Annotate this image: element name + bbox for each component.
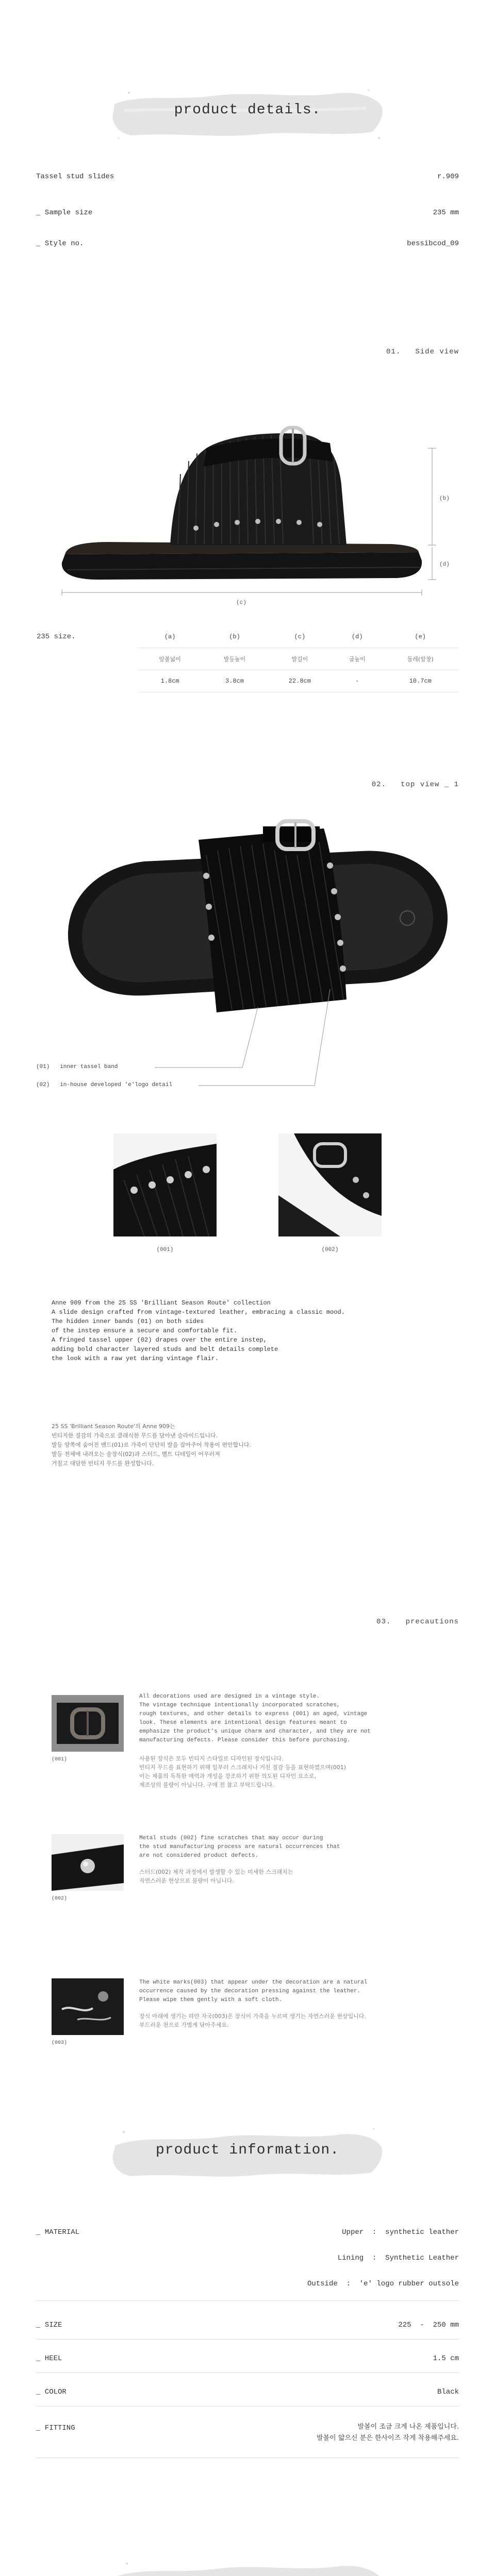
size-value-d: -	[333, 670, 382, 692]
size-value-c: 22.8cm	[267, 670, 333, 692]
size-label: _ SIZE	[36, 2321, 62, 2329]
precaution-text-ko-2: 스터드(002) 제작 과정에서 발생할 수 있는 미세한 스크래치는 자연스러운 현상으로 불량이 아닙니다.	[139, 1869, 293, 1884]
material-upper: Upper : synthetic leather	[342, 2228, 459, 2236]
precaution-text-ko-3: 장식 아래에 생기는 하얀 자국(003)은 장식이 가죽을 누르며 생기는 자연스러운 현상입니다. 부드러운 천으로 가볍게 닦아주세요.	[139, 2013, 366, 2028]
precaution-text-ko-1: 사용된 장식은 모두 빈티지 스타일로 디자인된 장식입니다. 빈티지 무드를 표현하기 위해 일부러 스크래치나 거친 질감 등을 표현하였으며(001) 이는 제품의 독특한 매력과 개성을 강조하기 위한 의도된 디자인 요소로, 제조상의 불량이 아닙니다. 구매 전 참고 부탁드립니다.	[139, 1755, 346, 1788]
color-value: Black	[437, 2388, 459, 2396]
size-table-header-row	[36, 626, 459, 648]
precaution-image-white-marks	[52, 1978, 124, 2035]
exchange-banner	[108, 2555, 387, 2576]
size-name-a: 앞볼넓이	[138, 648, 202, 670]
divider	[36, 2300, 459, 2301]
size-table-label: 235 size.	[37, 633, 76, 641]
product-name: Tassel stud slides	[36, 173, 114, 181]
heel-label: _ HEEL	[36, 2354, 62, 2363]
detail-image-studs	[113, 1133, 217, 1236]
color-label: _ COLOR	[36, 2388, 67, 2396]
precaution-image-stud	[52, 1834, 124, 1891]
size-header-b: (b)	[202, 626, 267, 648]
fitting-label: _ FITTING	[36, 2424, 75, 2432]
detail-caption-002: (002)	[321, 1247, 339, 1253]
product-information-banner	[108, 2123, 387, 2184]
size-value: 225 - 250 mm	[398, 2321, 459, 2329]
size-table	[36, 626, 459, 692]
material-lining: Lining : Synthetic Leather	[337, 2254, 459, 2262]
material-label: _ MATERIAL	[36, 2228, 80, 2236]
precaution-text-en-3: The white marks(003) that appear under the decoration are a natural occurrence caused by the decoration pressing against the leather. Please wipe them gently with a soft cloth.	[139, 1979, 368, 2003]
precaution-text-en-1: All decorations used are designed in a vintage style. The vintage technique intentionally incorporated scratches, rough textures, and other details to express (001) an aged, vintage look. These elements are intentional design features meant to emphasize the product's unique charm and character, and they are not manufacturing defects. Please consider this before purchasing.	[139, 1693, 371, 1743]
detail-image-logo	[278, 1133, 382, 1236]
precautions-heading: 03. precautions	[376, 1618, 459, 1626]
precaution-caption-003: (003)	[52, 2040, 68, 2046]
precaution-caption-001: (001)	[52, 1757, 68, 1762]
top-view-shoe-image	[0, 804, 495, 1092]
size-value-e: 10.7cm	[382, 670, 459, 692]
size-header-d: (d)	[333, 626, 382, 648]
sample-size-value: 235 mm	[433, 209, 459, 217]
size-value-b: 3.8cm	[202, 670, 267, 692]
sample-size-label: _ Sample size	[36, 209, 93, 217]
dim-label-d: (d)	[439, 562, 450, 568]
precaution-text-en-2: Metal studs (002) fine scratches that may occur during the stud manufacturing process are natural occurrences that are not considered product defects.	[139, 1835, 340, 1859]
size-name-b: 발등높이	[202, 648, 267, 670]
callout-inner-tassel-band: (01) inner tassel band	[36, 1064, 118, 1070]
product-information-title: product information.	[155, 2142, 340, 2158]
top-view-heading: 02. top view _ 1	[371, 781, 459, 789]
callout-logo-detail: (02) in-house developed 'e'logo detail	[36, 1082, 173, 1088]
size-name-e: 둘레(앞창)	[382, 648, 459, 670]
size-value-a: 1.8cm	[138, 670, 202, 692]
product-details-banner	[108, 82, 387, 144]
dim-label-b: (b)	[439, 496, 450, 502]
dim-label-c: (c)	[236, 600, 246, 606]
material-outsole: Outside : 'e' logo rubber outsole	[307, 2280, 459, 2288]
size-table-name-row	[36, 648, 459, 670]
style-no-label: _ Style no.	[36, 240, 84, 248]
precaution-caption-002: (002)	[52, 1896, 68, 1902]
size-header-c: (c)	[267, 626, 333, 648]
brush-stroke-background	[108, 2555, 387, 2576]
precaution-image-buckle	[52, 1695, 124, 1752]
description-english: Anne 909 from the 25 SS 'Brilliant Season Route' collection A slide design crafted from vintage-textured leather, embracing a classic mood. The hidden inner bands (01) on both sides of the instep ensure a secure and comfortable fit. A fringed tassel upper (02) drapes over the entire instep, adding bold character layered studs and belt details complete the look with a raw yet daring vintage flair.	[52, 1299, 345, 1362]
size-header-e: (e)	[382, 626, 459, 648]
divider	[36, 2339, 459, 2340]
side-view-heading: 01. Side view	[386, 348, 459, 356]
style-no-value: bessibcod_09	[407, 240, 459, 248]
size-name-d: 굽높이	[333, 648, 382, 670]
size-header-a: (a)	[138, 626, 202, 648]
page-title: product details.	[174, 102, 321, 118]
detail-caption-001: (001)	[156, 1247, 174, 1253]
fitting-value: 발볼이 조금 크게 나온 제품입니다. 발볼이 얇으신 분은 한사이즈 작게 착용해주세요.	[317, 2423, 459, 2442]
side-view-shoe-image	[0, 371, 495, 608]
product-code: r.909	[437, 173, 459, 181]
description-korean: 25 SS 'Brilliant Season Route'의 Anne 909는 빈티지한 질감의 가죽으로 클래식한 무드를 담아낸 슬라이드입니다. 발등 양쪽에 숨어진 밴드(01)로 가죽이 단단히 발을 잡아주어 착용이 편안합니다. 발등 전체에 내려오는 술장식(02)과 스터드, 벨트 디테일이 어우러져 거칠고 대담한 빈티지 무드를 완성합니다.	[52, 1423, 251, 1467]
heel-value: 1.5 cm	[433, 2354, 459, 2363]
size-name-c: 발길이	[267, 648, 333, 670]
size-table-value-row	[36, 670, 459, 692]
divider	[36, 2372, 459, 2373]
